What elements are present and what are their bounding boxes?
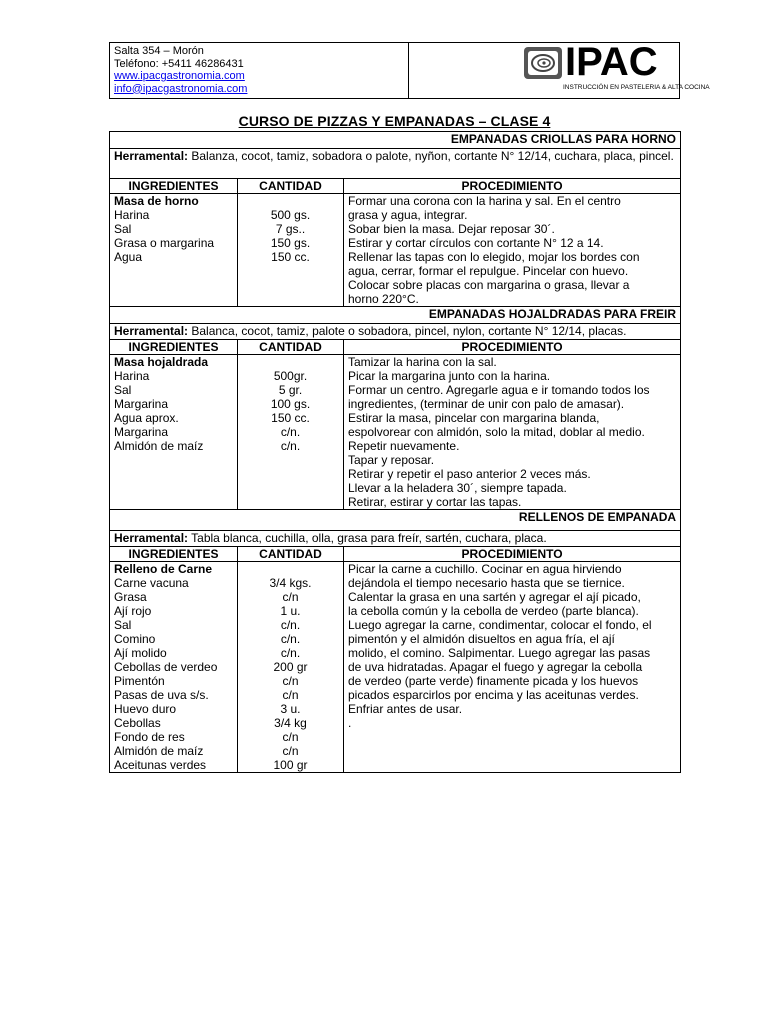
list-item: 5 gr. bbox=[278, 383, 303, 397]
list-item: Sal bbox=[114, 222, 132, 236]
page-title: CURSO DE PIZZAS Y EMPANADAS – CLASE 4 bbox=[238, 113, 551, 129]
procedure-line: Retirar y repetir el paso anterior 2 veces más. bbox=[348, 467, 591, 481]
ingredients-cell bbox=[110, 562, 238, 773]
list-item: c/n. bbox=[280, 646, 301, 660]
list-item: Cebollas bbox=[114, 716, 161, 730]
recipe-row bbox=[110, 562, 681, 773]
list-item: Agua aprox. bbox=[114, 411, 179, 425]
procedure-line: . bbox=[348, 716, 352, 730]
column-header-row bbox=[110, 340, 681, 355]
list-item: Margarina bbox=[114, 425, 169, 439]
herramental-text: Balanca, cocot, tamiz, palote o sobadora, pincel, nylon, cortante N° 12/14, placas. bbox=[188, 324, 627, 338]
list-item: Comino bbox=[114, 632, 156, 646]
herramental-row bbox=[110, 149, 681, 179]
list-item: Aceitunas verdes bbox=[114, 758, 207, 772]
ipac-logo-icon bbox=[523, 46, 563, 80]
list-item: Grasa bbox=[114, 590, 147, 604]
quantity-cell bbox=[238, 355, 344, 510]
procedure-line: espolvorear con almidón, solo la mitad, doblar al medio. bbox=[348, 425, 645, 439]
col-header-procedure: PROCEDIMIENTO bbox=[344, 340, 681, 355]
list-item: 200 gr bbox=[273, 660, 308, 674]
procedure-line: Colocar sobre placas con margarina o grasa, llevar a bbox=[348, 278, 630, 292]
list-item: 1 u. bbox=[280, 604, 301, 618]
section-title: EMPANADAS HOJALDRADAS PARA FREIR bbox=[110, 307, 681, 324]
herramental-row bbox=[110, 531, 681, 547]
herramental-text: Tabla blanca, cuchilla, olla, grasa para freír, sartén, cuchara, placa. bbox=[188, 531, 547, 545]
herramental-label: Herramental: bbox=[114, 149, 189, 163]
procedure-line: Enfriar antes de usar. bbox=[348, 702, 463, 716]
procedure-line: de uva hidratadas. Apagar el fuego y agregar la cebolla bbox=[348, 660, 643, 674]
procedure-line: Formar una corona con la harina y sal. En el centro bbox=[348, 194, 621, 208]
ingredients-cell bbox=[110, 355, 238, 510]
procedure-cell bbox=[344, 355, 681, 510]
list-item: Fondo de res bbox=[114, 730, 185, 744]
procedure-line: Picar la margarina junto con la harina. bbox=[348, 369, 551, 383]
list-item: 3/4 kg bbox=[274, 716, 307, 730]
website-link[interactable]: www.ipacgastronomia.com bbox=[114, 70, 245, 82]
procedure-cell bbox=[344, 194, 681, 307]
list-item: Almidón de maíz bbox=[114, 744, 204, 758]
procedure-line: de verdeo (parte verde) finamente picada y los huevos bbox=[348, 674, 639, 688]
procedure-line: Tapar y reposar. bbox=[348, 453, 435, 467]
list-item: Grasa o margarina bbox=[114, 236, 215, 250]
ingredient-group: Masa de horno bbox=[114, 194, 199, 208]
recipe-row bbox=[110, 355, 681, 510]
col-header-quantity: CANTIDAD bbox=[238, 179, 344, 194]
email-link[interactable]: info@ipacgastronomia.com bbox=[114, 82, 248, 95]
col-header-ingredients: INGREDIENTES bbox=[110, 340, 238, 355]
procedure-line: Estirar la masa, pincelar con margarina blanda, bbox=[348, 411, 600, 425]
procedure-line: Calentar la grasa en una sartén y agregar el ají picado, bbox=[348, 590, 641, 604]
procedure-line: Retirar, estirar y cortar las tapas. bbox=[348, 495, 522, 509]
section-title-row bbox=[110, 510, 681, 531]
list-item: c/n bbox=[282, 730, 299, 744]
procedure-line: grasa y agua, integrar. bbox=[348, 208, 468, 222]
section-title-row bbox=[110, 132, 681, 149]
procedure-line: agua, cerrar, formar el repulgue. Pincelar con huevo. bbox=[348, 264, 629, 278]
list-item: 500 gs. bbox=[270, 208, 311, 222]
list-item: Sal bbox=[114, 618, 132, 632]
list-item: 150 cc. bbox=[271, 250, 310, 264]
list-item: Ají rojo bbox=[114, 604, 152, 618]
list-item: 100 gs. bbox=[270, 397, 311, 411]
list-item: Ají molido bbox=[114, 646, 167, 660]
procedure-line: Sobar bien la masa. Dejar reposar 30´. bbox=[348, 222, 555, 236]
procedure-line: horno 220°C. bbox=[348, 292, 419, 306]
herramental-label: Herramental: bbox=[114, 531, 189, 545]
procedure-line: molido, el comino. Salpimentar. Luego agregar las pasas bbox=[348, 646, 651, 660]
list-item: 3/4 kgs. bbox=[269, 576, 312, 590]
contact-cell bbox=[110, 43, 409, 99]
list-item: Harina bbox=[114, 208, 150, 222]
list-item: Pimentón bbox=[114, 674, 165, 688]
list-item: c/n bbox=[282, 744, 299, 758]
procedure-line: picados esparcirlos por encima y las aceitunas verdes. bbox=[348, 688, 639, 702]
list-item: c/n. bbox=[280, 425, 301, 439]
section-title-row bbox=[110, 307, 681, 324]
list-item: 500gr. bbox=[273, 369, 308, 383]
section-title: RELLENOS DE EMPANADA bbox=[110, 510, 681, 531]
procedure-line: ingredientes, (terminar de unir con palo de amasar). bbox=[348, 397, 625, 411]
list-item: c/n bbox=[282, 590, 299, 604]
procedure-line: la cebolla común y la cebolla de verdeo (parte blanca). bbox=[348, 604, 639, 618]
col-header-procedure: PROCEDIMIENTO bbox=[344, 547, 681, 562]
ingredients-cell bbox=[110, 194, 238, 307]
ingredient-group: Relleno de Carne bbox=[114, 562, 213, 576]
quantity-cell bbox=[238, 194, 344, 307]
col-header-ingredients: INGREDIENTES bbox=[110, 547, 238, 562]
list-item: Agua bbox=[114, 250, 143, 264]
procedure-line: Tamizar la harina con la sal. bbox=[348, 355, 497, 369]
herramental-label: Herramental: bbox=[114, 324, 189, 338]
procedure-cell bbox=[344, 562, 681, 773]
list-item: Margarina bbox=[114, 397, 169, 411]
header-table bbox=[109, 40, 710, 99]
procedure-line: Estirar y cortar círculos con cortante N° 12 a 14. bbox=[348, 236, 604, 250]
list-item: Cebollas de verdeo bbox=[114, 660, 218, 674]
list-item: c/n bbox=[282, 674, 299, 688]
procedure-line: Repetir nuevamente. bbox=[348, 439, 460, 453]
quantity-cell bbox=[238, 562, 344, 773]
column-header-row bbox=[110, 547, 681, 562]
list-item: c/n bbox=[282, 688, 299, 702]
logo-cell bbox=[409, 40, 710, 99]
address: Salta 354 – Morón bbox=[114, 45, 204, 57]
procedure-line: Rellenar las tapas con lo elegido, mojar los bordes con bbox=[348, 250, 640, 264]
column-header-row bbox=[110, 179, 681, 194]
recipe-table bbox=[109, 131, 681, 773]
procedure-line: dejándola el tiempo necesario hasta que se tiernice. bbox=[348, 576, 625, 590]
logo-text: IPAC bbox=[565, 40, 658, 84]
list-item: 100 gr bbox=[273, 758, 308, 772]
herramental-text: Balanza, cocot, tamiz, sobadora o palote, nyñon, cortante N° 12/14, cuchara, placa, pincel. bbox=[188, 149, 674, 163]
list-item: Sal bbox=[114, 383, 132, 397]
col-header-quantity: CANTIDAD bbox=[238, 547, 344, 562]
herramental-row bbox=[110, 324, 681, 340]
col-header-procedure: PROCEDIMIENTO bbox=[344, 179, 681, 194]
list-item: Harina bbox=[114, 369, 150, 383]
list-item: 150 cc. bbox=[271, 411, 310, 425]
list-item: Pasas de uva s/s. bbox=[114, 688, 209, 702]
col-header-quantity: CANTIDAD bbox=[238, 340, 344, 355]
list-item: 7 gs.. bbox=[275, 222, 306, 236]
procedure-line: Llevar a la heladera 30´, siempre tapada. bbox=[348, 481, 567, 495]
ingredient-group: Masa hojaldrada bbox=[114, 355, 209, 369]
list-item: 3 u. bbox=[280, 702, 301, 716]
procedure-line: pimentón y el almidón disueltos en agua fría, el ají bbox=[348, 632, 615, 646]
section-title: EMPANADAS CRIOLLAS PARA HORNO bbox=[110, 132, 681, 149]
procedure-line: Formar un centro. Agregarle agua e ir tomando todos los bbox=[348, 383, 650, 397]
list-item: 150 gs. bbox=[270, 236, 311, 250]
list-item: c/n. bbox=[280, 439, 301, 453]
list-item: Huevo duro bbox=[114, 702, 177, 716]
list-item: c/n. bbox=[280, 632, 301, 646]
logo-tagline: INSTRUCCIÓN EN PASTELERIA & ALTA COCINA bbox=[563, 84, 710, 91]
list-item: Almidón de maíz bbox=[114, 439, 204, 453]
procedure-line: Picar la carne a cuchillo. Cocinar en agua hirviendo bbox=[348, 562, 622, 576]
procedure-line: Luego agregar la carne, condimentar, colocar el fondo, el bbox=[348, 618, 652, 632]
phone: Teléfono: +5411 46286431 bbox=[114, 57, 244, 70]
list-item: c/n. bbox=[280, 618, 301, 632]
recipe-row bbox=[110, 194, 681, 307]
col-header-ingredients: INGREDIENTES bbox=[110, 179, 238, 194]
list-item: Carne vacuna bbox=[114, 576, 189, 590]
